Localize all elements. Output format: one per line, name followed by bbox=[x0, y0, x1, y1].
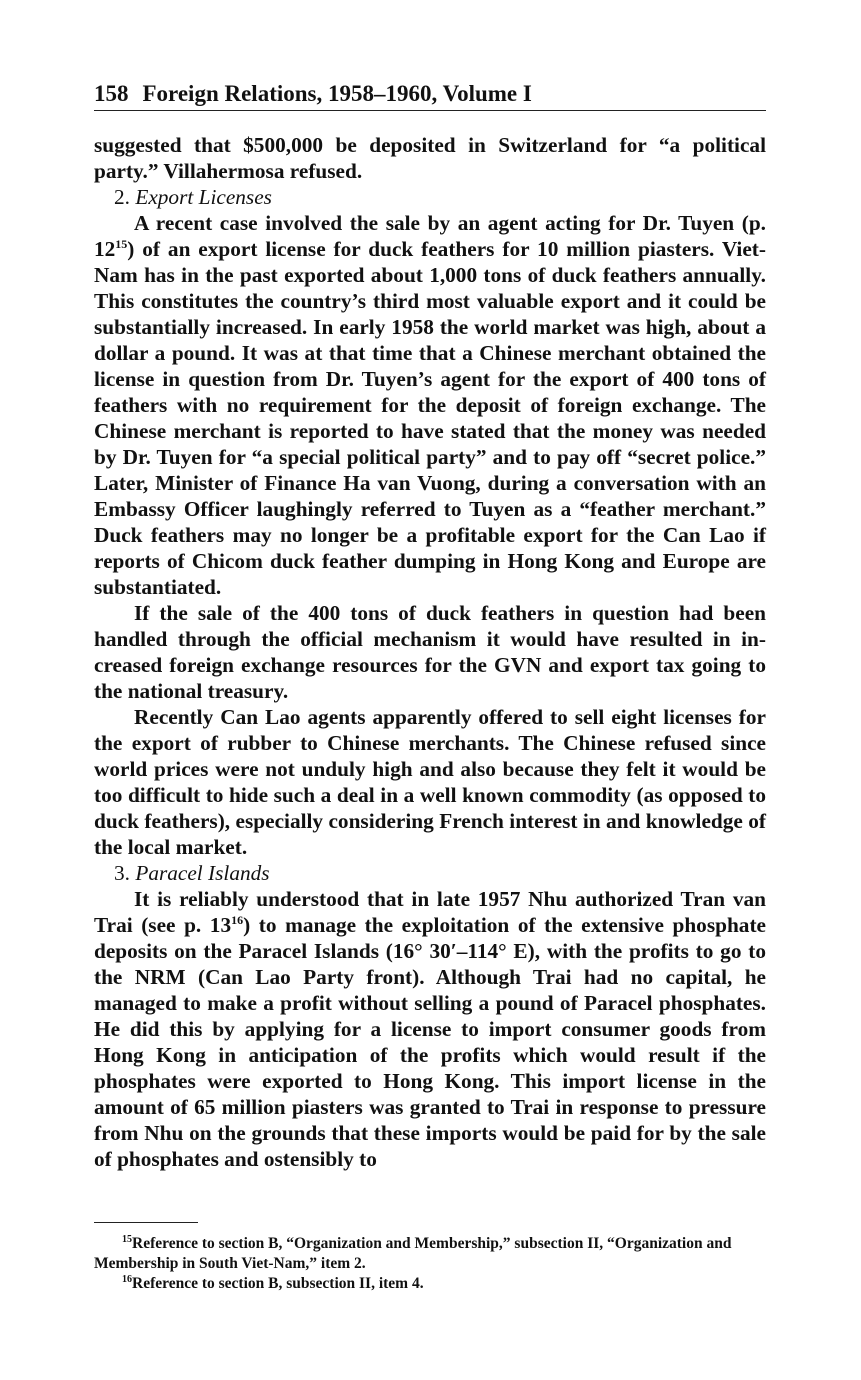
paragraph-text: It is reliably understood that in late 1957 Nhu authorized Tran van Trai (see p. 13 bbox=[94, 887, 766, 937]
footnote-number: 16 bbox=[122, 1274, 132, 1285]
paragraph: If the sale of the 400 tons of duck feathers in question had been handled through the official mechanism it would have resulted in increased foreign exchange resources for the GVN and export tax going to the national treasury. bbox=[94, 601, 766, 703]
section-heading-paracel-islands bbox=[94, 860, 766, 886]
section-title: Export Licenses bbox=[135, 185, 272, 209]
footnote-number: 15 bbox=[122, 1234, 132, 1245]
footnote-divider bbox=[94, 1222, 198, 1223]
section-number: 2. bbox=[114, 185, 130, 209]
page-number: 158 bbox=[94, 81, 129, 106]
section-number: 3. bbox=[114, 861, 130, 885]
running-header bbox=[94, 80, 766, 111]
paragraph-text: ) to manage the exploitation of the extensive phosphate deposits on the Paracel Islands (16° 30′–114° E), with the profits to go to the NRM (Can Lao Party front). Although Trai had no capital, he managed to make a profit without selling a pound of Paracel phosphates. He did this by applying for a license to import consumer goods from Hong Kong in anticipation of the profits which would result if the phosphates were exported to Hong Kong. This import license in the amount of 65 million piasters was granted to Trai in response to pressure from Nhu on the grounds that these imports would be paid for by the sale of phosphates and ostensibly to bbox=[94, 913, 766, 1171]
footnote-text: Reference to section B, “Organization and Membership,” subsection II, “Organization and Membership in South Viet-Nam,” item 2. bbox=[94, 1235, 732, 1272]
footnote-ref-16: 16 bbox=[231, 913, 244, 927]
footnote-text: Reference to section B, subsection II, item 4. bbox=[132, 1275, 424, 1292]
paragraph bbox=[94, 886, 766, 1172]
footnote-ref-15: 15 bbox=[115, 237, 128, 251]
running-title: Foreign Relations, 1958–1960, Volume I bbox=[142, 81, 532, 106]
paragraph bbox=[94, 210, 766, 600]
footnote-16 bbox=[94, 1274, 766, 1294]
paragraph-text: A recent case involved the sale by an agent acting for Dr. Tuyen (p. 12 bbox=[94, 211, 766, 261]
section-heading-export-licenses bbox=[94, 184, 766, 210]
body-text bbox=[94, 132, 766, 1172]
section-title: Paracel Islands bbox=[135, 861, 270, 885]
footnotes bbox=[94, 1234, 766, 1294]
paragraph: Recently Can Lao agents apparently offered to sell eight licenses for the export of rubber to Chinese merchants. The Chinese refused since world prices were not unduly high and also because they felt it would be too difficult to hide such a deal in a well known commodity (as opposed to duck feathers), especially considering French interest in and knowledge of the local market. bbox=[94, 705, 766, 859]
paragraph: suggested that $500,000 be deposited in Switzerland for “a political party.” Villahermosa refused. bbox=[94, 133, 766, 183]
paragraph-text: ) of an export license for duck feathers for 10 million piasters. Viet-Nam has in the past exported about 1,000 tons of duck feathers annually. This constitutes the country’s third most valuable export and it could be substantially increased. In early 1958 the world market was high, about a dollar a pound. It was at that time that a Chinese merchant obtained the license in question from Dr. Tuyen’s agent for the export of 400 tons of feathers with no requirement for the deposit of foreign exchange. The Chinese merchant is reported to have stated that the money was needed by Dr. Tuyen for “a special political party” and to pay off “secret police.” Later, Minister of Finance Ha van Vuong, during a conversation with an Embassy Officer laughingly referred to Tuyen as a “feather merchant.” Duck feathers may no longer be a profitable export for the Can Lao if reports of Chicom duck feather dumping in Hong Kong and Europe are substantiated. bbox=[94, 237, 766, 599]
footnote-15 bbox=[94, 1234, 766, 1274]
